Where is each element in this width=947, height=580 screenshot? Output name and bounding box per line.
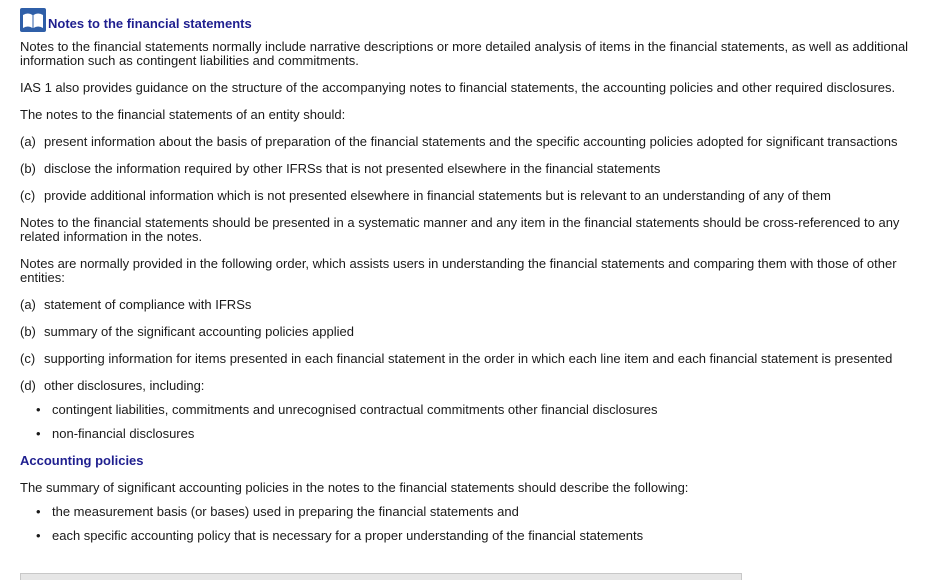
list-item-label: (d) xyxy=(20,378,36,393)
list-item xyxy=(20,325,927,339)
section-subheading: Accounting policies xyxy=(20,453,144,468)
list-item-label: (a) xyxy=(20,297,36,312)
list-item-text: supporting information for items presented in each financial statement in the order in which each line item and each financial statement is presented xyxy=(44,351,893,366)
bullet-text: each specific accounting policy that is necessary for a proper understanding of the financial statements xyxy=(52,528,644,543)
list-item xyxy=(20,189,927,203)
list-item xyxy=(20,298,927,312)
bullet-icon: • xyxy=(36,528,41,543)
intro-paragraph: IAS 1 also provides guidance on the structure of the accompanying notes to financial statements, the accounting policies and other required disclosures. xyxy=(20,80,896,95)
body-paragraph: Notes to the financial statements should be presented in a systematic manner and any item in the financial statements should be cross-referenced to any related information in the notes. xyxy=(20,215,900,244)
bullet-icon: • xyxy=(36,426,41,441)
list-item-text: disclose the information required by other IFRSs that is not presented elsewhere in the financial statements xyxy=(44,161,661,176)
list-item xyxy=(20,379,927,393)
bullet-icon: • xyxy=(36,402,41,417)
list-item-text: present information about the basis of preparation of the financial statements and the specific accounting policies adopted for significant transactions xyxy=(44,134,898,149)
bullet-item xyxy=(20,403,927,417)
list-item xyxy=(20,135,927,149)
list-item-label: (b) xyxy=(20,324,36,339)
page-title: Notes to the financial statements xyxy=(48,16,252,31)
list-item-label: (c) xyxy=(20,188,36,203)
list-item-label: (c) xyxy=(20,351,36,366)
bullet-text: non-financial disclosures xyxy=(52,426,195,441)
body-paragraph: Notes are normally provided in the following order, which assists users in understanding the financial statements and comparing them with those of other entities: xyxy=(20,256,897,285)
body-paragraph: The summary of significant accounting policies in the notes to the financial statements should describe the following: xyxy=(20,480,689,495)
list-item-text: statement of compliance with IFRSs xyxy=(44,297,252,312)
bullet-item xyxy=(20,529,927,543)
list-item xyxy=(20,162,927,176)
section-header xyxy=(20,6,927,32)
list-item-label: (b) xyxy=(20,161,36,176)
book-icon xyxy=(20,8,46,32)
intro-paragraph: Notes to the financial statements normally include narrative descriptions or more detailed analysis of items in the financial statements, as well as additional information such as contingent liabilities and commitments. xyxy=(20,39,909,68)
list-item xyxy=(20,352,927,366)
intro-paragraph: The notes to the financial statements of an entity should: xyxy=(20,107,346,122)
bullet-item xyxy=(20,427,927,441)
list-item-text: other disclosures, including: xyxy=(44,378,205,393)
list-item-label: (a) xyxy=(20,134,36,149)
bullet-item xyxy=(20,505,927,519)
list-item-text: provide additional information which is not presented elsewhere in financial statements but is relevant to an understanding of any of them xyxy=(44,188,831,203)
bullet-text: contingent liabilities, commitments and unrecognised contractual commitments other financial disclosures xyxy=(52,402,658,417)
horizontal-scrollbar[interactable] xyxy=(20,573,742,580)
list-item-text: summary of the significant accounting policies applied xyxy=(44,324,355,339)
bullet-text: the measurement basis (or bases) used in preparing the financial statements and xyxy=(52,504,519,519)
bullet-icon: • xyxy=(36,504,41,519)
